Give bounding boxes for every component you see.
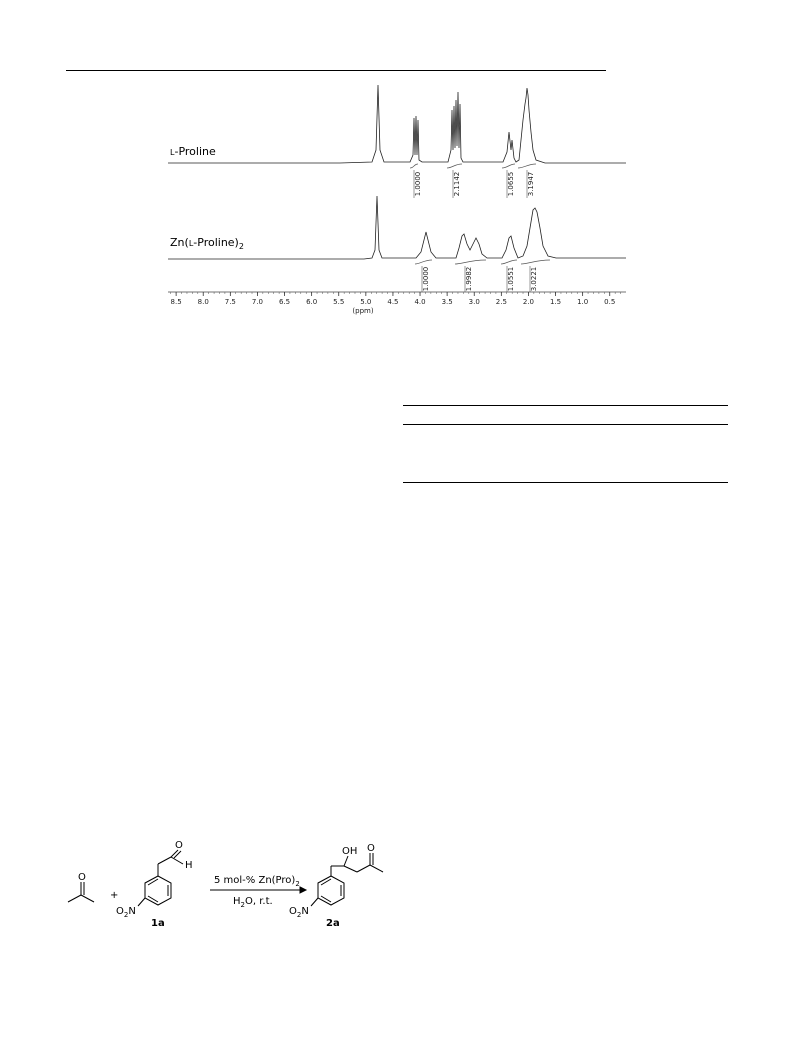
nitro-group-left: [116, 906, 136, 919]
aldol-product-structure: [311, 853, 383, 906]
integral-value: 3.1947: [527, 171, 535, 197]
nitro-n: N: [128, 906, 136, 917]
label-text: -Proline: [174, 145, 216, 158]
axis-tick-label: 4.0: [414, 298, 426, 306]
aldehyde-oxygen: O: [175, 840, 183, 851]
integral-value: 1.0000: [422, 266, 430, 292]
conditions-label: [233, 896, 273, 909]
axis-tick-label: 3.5: [441, 298, 453, 306]
reagent-text: 5 mol-% Zn(Pro): [214, 875, 296, 886]
arrow-head: [300, 887, 306, 893]
axis-tick-label: 8.0: [197, 298, 209, 306]
nitro-n: N: [301, 906, 309, 917]
integral-value: 2.1142: [453, 171, 461, 197]
nitro-sub: 2: [123, 911, 129, 919]
conditions-rest: O, r.t.: [245, 896, 273, 907]
hydroxyl-label: OH: [342, 846, 358, 857]
ppm-axis-unit-label: (ppm): [352, 307, 374, 315]
integral-value: 1.0000: [414, 171, 422, 197]
acetone-structure: [68, 882, 94, 902]
axis-tick-label: 1.5: [549, 298, 562, 306]
nitro-group-right: [289, 906, 309, 919]
axis-tick-label: 6.5: [278, 298, 291, 306]
reagent-sub: 2: [295, 880, 300, 888]
axis-tick-label: 2.0: [522, 298, 535, 306]
compound-1a-label: 1a: [151, 918, 165, 929]
label-mid: -Proline): [193, 236, 239, 249]
compound-2a-label: 2a: [326, 918, 340, 929]
conditions-sub: 2: [240, 901, 245, 909]
nitro-o: O: [116, 906, 124, 917]
axis-tick-label: 3.0: [468, 298, 480, 306]
integral-value: 1.0551: [507, 266, 515, 292]
axis-tick-label: 6.0: [306, 298, 318, 306]
plus-sign: +: [110, 890, 119, 901]
reagent-label: [214, 875, 300, 888]
ketone-oxygen: O: [367, 843, 375, 854]
integral-value: 1.9982: [465, 266, 473, 292]
aldehyde-h: H: [185, 860, 193, 871]
axis-tick-label: 7.5: [224, 298, 236, 306]
integral-value: 3.0221: [530, 266, 538, 292]
smallcap-l: L: [170, 148, 175, 157]
acetone-oxygen: O: [78, 872, 86, 883]
conditions-h: H: [233, 896, 241, 907]
axis-tick-label: 0.5: [604, 298, 616, 306]
axis-tick-label: 7.0: [251, 298, 264, 306]
label-prefix: Zn(: [170, 236, 189, 249]
axis-tick-label: 5.0: [360, 298, 372, 306]
axis-tick-label: 2.5: [495, 298, 507, 306]
axis-tick-label: 1.0: [577, 298, 589, 306]
smallcap-l: L: [188, 239, 194, 248]
axis-tick-label: 8.5: [170, 298, 182, 306]
axis-tick-label: 4.5: [387, 298, 399, 306]
axis-tick-label: 5.5: [333, 298, 345, 306]
label-sub: 2: [238, 242, 244, 252]
nitro-sub: 2: [296, 911, 302, 919]
nitrobenzaldehyde-structure: [138, 850, 183, 906]
integral-value: 1.0655: [507, 171, 515, 197]
nitro-o: O: [289, 906, 297, 917]
